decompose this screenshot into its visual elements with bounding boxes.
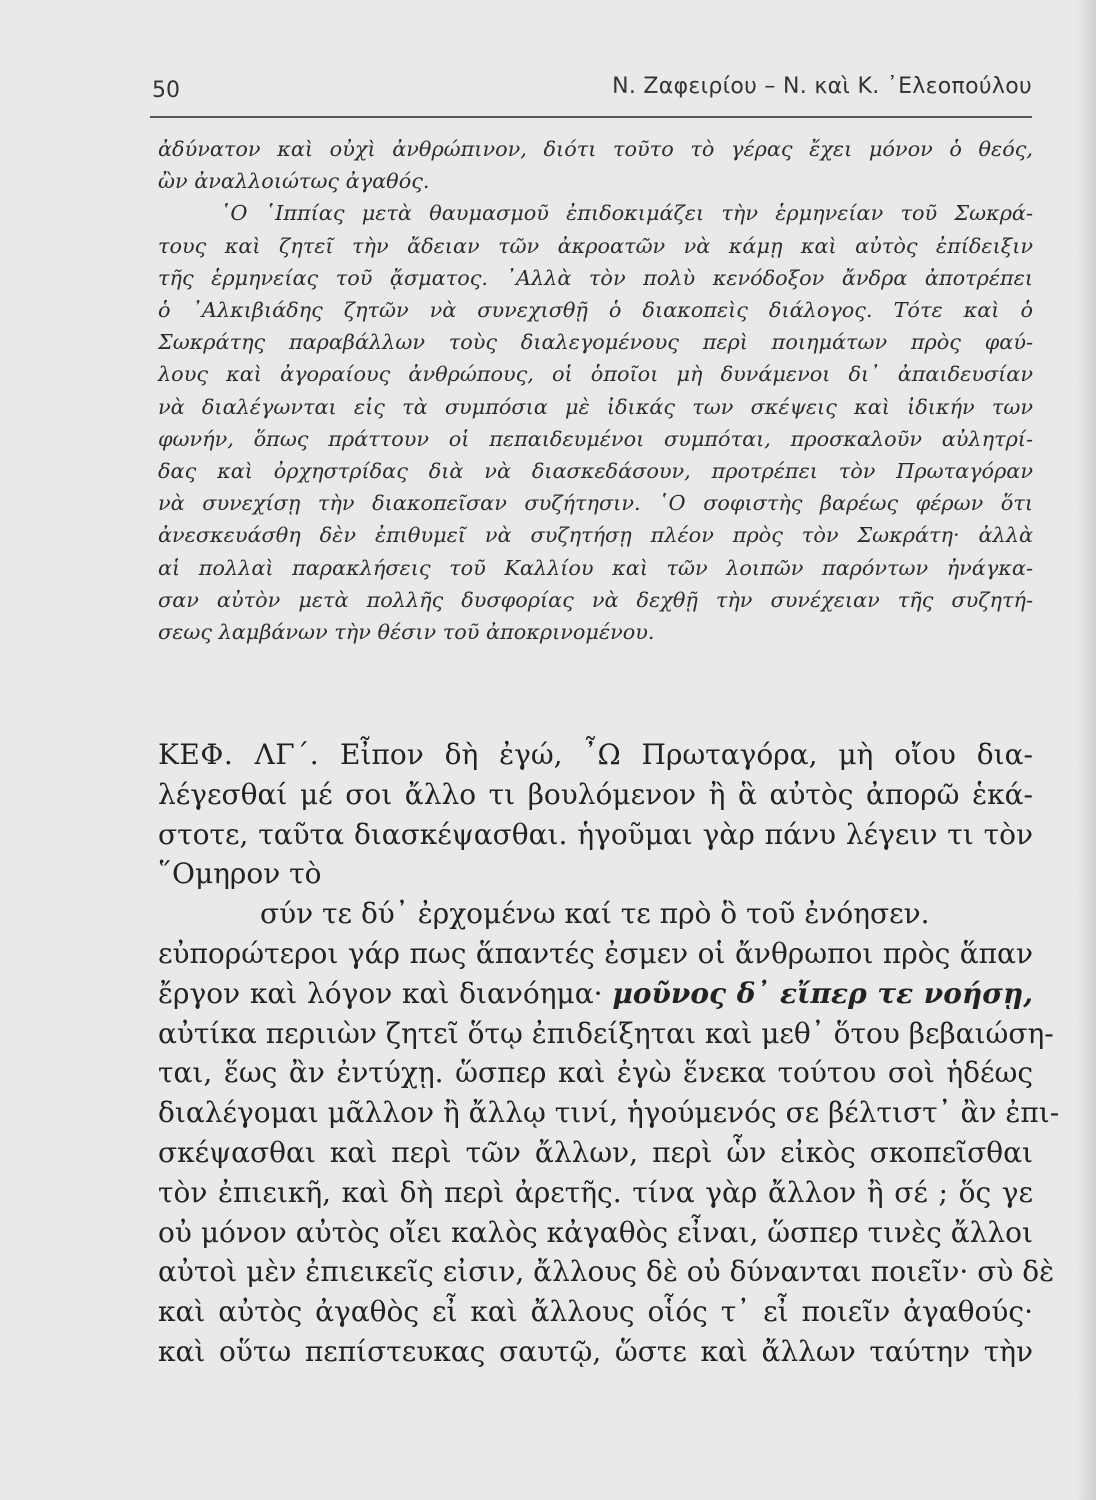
commentary-line: τους καὶ ζητεῖ τὴν ἄδειαν τῶν ἀκροατῶν νὰ κάμῃ καὶ αὐτὸς ἐπίδειξιν (158, 233, 1033, 258)
running-head: Ν. Ζαφειρίου – Ν. καὶ Κ. ᾿Ελεοπούλου (612, 74, 1032, 99)
commentary-line: δας καὶ ὀρχηστρίδας διὰ νὰ διασκεδάσουν, προτρέπει τὸν Πρωταγόραν (158, 459, 1033, 484)
commentary-line: ῾Ο ῾Ιππίας μετὰ θαυμασμοῦ ἐπιδοκιμάζει τὴν ἑρμηνείαν τοῦ Σωκρά- (220, 201, 1033, 226)
commentary-line: λους καὶ ἀγοραίους ἀνθρώπους, οἱ ὁποῖοι μὴ δυνάμενοι δι᾿ ἀπαιδευσίαν (158, 362, 1033, 387)
commentary-line: Σωκράτης παραβάλλων τοὺς διαλεγομένους περὶ ποιημάτων πρὸς φαύ- (158, 330, 1033, 355)
main-text-line: καὶ οὕτω πεπίστευκας σαυτῷ, ὥστε καὶ ἄλλων ταύτην τὴν (158, 1334, 1033, 1368)
chapter-first-line (158, 735, 1033, 775)
main-text-line: ται, ἕως ἂν ἐντύχῃ. ὥσπερ καὶ ἐγὼ ἕνεκα τούτου σοὶ ἡδέως (158, 1056, 1033, 1090)
main-text-line: ῞Ομηρον τὸ (158, 857, 322, 891)
main-text-line: λέγεσθαί μέ σοι ἄλλο τι βουλόμενον ἢ ἃ αὐτὸς ἀπορῶ ἑκά- (158, 777, 1033, 811)
main-text-line: διαλέγομαι μᾶλλον ἢ ἄλλῳ τινί, ἡγούμενός σε βέλτιστ᾿ ἂν ἐπι- (158, 1096, 1060, 1130)
header-rule (150, 116, 1032, 118)
main-text-line: τὸν ἐπιεικῆ, καὶ δὴ περὶ ἀρετῆς. τίνα γὰρ ἄλλον ἢ σέ ; ὅς γε (158, 1175, 1033, 1209)
commentary-line: ἀδύνατον καὶ οὐχὶ ἀνθρώπινον, διότι τοῦτο τὸ γέρας ἔχει μόνον ὁ θεός, (158, 137, 1033, 161)
main-text-fragment: ἔργον καὶ λόγον καὶ διανόημα· (158, 976, 603, 1010)
commentary-line: νὰ συνεχίσῃ τὴν διακοπεῖσαν συζήτησιν. ῾Ο σοφιστὴς βαρέως φέρων ὅτι (158, 491, 1033, 516)
main-text-line-with-emphasis (158, 974, 1033, 1014)
commentary-block (158, 133, 1033, 648)
main-text-line: σκέψασθαι καὶ περὶ τῶν ἄλλων, περὶ ὧν εἰκὸς σκοπεῖσθαι (158, 1135, 1033, 1169)
page-number: 50 (152, 78, 180, 103)
main-text-line: αὐτίκα περιιὼν ζητεῖ ὅτῳ ἐπιδείξηται καὶ μεθ᾿ ὅτου βεβαιώση- (158, 1016, 1054, 1050)
commentary-line: ὢν ἀναλλοιώτως ἀγαθός. (158, 169, 430, 194)
main-text-line: οὐ μόνον αὐτὸς οἴει καλὸς κἀγαθὸς εἶναι, ὥσπερ τινὲς ἄλλοι (158, 1215, 1033, 1249)
commentary-line: αἱ πολλαὶ παρακλήσεις τοῦ Καλλίου καὶ τῶν λοιπῶν παρόντων ἠνάγκα- (158, 555, 1033, 580)
commentary-line: ὁ ᾿Αλκιβιάδης ζητῶν νὰ συνεχισθῇ ὁ διακοπεὶς διάλογος. Τότε καὶ ὁ (158, 298, 1033, 323)
commentary-line: ἀνεσκευάσθη δὲν ἐπιθυμεῖ νὰ συζητήσῃ πλέον πρὸς τὸν Σωκράτη· ἀλλὰ (158, 523, 1033, 548)
commentary-line: νὰ διαλέγωνται εἰς τὰ συμπόσια μὲ ἰδικάς των σκέψεις καὶ ἰδικήν των (158, 394, 1033, 419)
commentary-line: φωνήν, ὅπως πράττουν οἱ πεπαιδευμένοι συμπόται, προσκαλοῦν αὐλητρί- (158, 426, 1033, 451)
main-text-line: εὐπορώτεροι γάρ πως ἅπαντές ἐσμεν οἱ ἄνθρωποι πρὸς ἅπαν (158, 936, 1033, 970)
commentary-line: σαν αὐτὸν μετὰ πολλῆς δυσφορίας νὰ δεχθῇ τὴν συνέχειαν τῆς συζητή- (158, 587, 1033, 612)
emphasized-quotation: μοῦνος δ᾿ εἴπερ τε νοήσῃ, (612, 976, 1033, 1010)
scan-edge-shadow (1076, 0, 1096, 1500)
verse-quotation: σύν τε δύ᾿ ἐρχομένω καί τε πρὸ ὃ τοῦ ἐνόησεν. (260, 897, 930, 931)
main-text-line: Εἶπον δὴ ἐγώ, ῏Ω Πρωταγόρα, μὴ οἴου δια- (340, 738, 1033, 771)
page-header (152, 72, 1032, 112)
main-text-line: καὶ αὐτὸς ἀγαθὸς εἶ καὶ ἄλλους οἷός τ᾿ εἶ ποιεῖν ἀγαθούς· (158, 1295, 1033, 1329)
commentary-line: τῆς ἑρμηνείας τοῦ ᾄσματος. ᾿Αλλὰ τὸν πολὺ κενόδοξον ἄνδρα ἀποτρέπει (158, 265, 1033, 290)
chapter-label: ΚΕΦ. ΛΓ΄. (158, 738, 320, 771)
main-text-line: αὐτοὶ μὲν ἐπιεικεῖς εἰσιν, ἄλλους δὲ οὐ δύνανται ποιεῖν· σὺ δὲ (158, 1255, 1055, 1289)
main-text-block (158, 735, 1060, 1372)
main-text-line: στοτε, ταῦτα διασκέψασθαι. ἡγοῦμαι γὰρ πάνυ λέγειν τι τὸν (158, 817, 1033, 851)
commentary-line: σεως λαμβάνων τὴν θέσιν τοῦ ἀποκρινομένου. (158, 620, 655, 645)
